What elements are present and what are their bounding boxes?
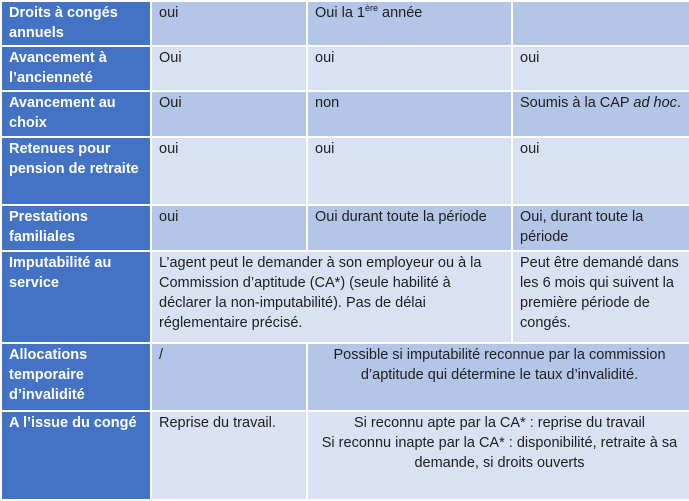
row-label-prestations-familiales: Prestations familiales <box>1 205 151 251</box>
table-row <box>1 91 689 137</box>
cell: Peut être demandé dans les 6 mois qui suivent la première période de congés. <box>512 251 689 343</box>
cell-text: année <box>378 5 423 21</box>
table-row <box>1 46 689 91</box>
cell <box>307 1 512 46</box>
cell: oui <box>151 137 307 205</box>
cell: Oui <box>151 91 307 137</box>
cell-text: Si reconnu apte par la CA* : reprise du travail <box>354 415 645 431</box>
table-row <box>1 411 689 500</box>
cell: oui <box>307 137 512 205</box>
cell-merged <box>307 411 689 500</box>
cell-merged: Possible si imputabilité reconnue par la commission d’aptitude qui détermine le taux d’invalidité. <box>307 343 689 411</box>
cell: Oui, durant toute la période <box>512 205 689 251</box>
row-label-avancement-choix: Avancement au choix <box>1 91 151 137</box>
row-label-droits-conges: Droits à congés annuels <box>1 1 151 46</box>
cell-text: Si reconnu inapte par la CA* : disponibilité, retraite à sa demande, si droits ouverts <box>321 435 678 471</box>
row-label-retenues-pension: Retenues pour pension de retraite <box>1 137 151 205</box>
cell: oui <box>151 205 307 251</box>
table-row <box>1 343 689 411</box>
table-row <box>1 251 689 343</box>
superscript-text: ère <box>364 3 378 14</box>
row-label-issue-conge: A l’issue du congé <box>1 411 151 500</box>
cell <box>512 91 689 137</box>
cell: oui <box>307 46 512 91</box>
row-label-avancement-anciennete: Avancement à l’ancienneté <box>1 46 151 91</box>
cell: non <box>307 91 512 137</box>
cell-text: Oui la 1 <box>315 5 365 21</box>
cell: Oui durant toute la période <box>307 205 512 251</box>
cell-empty <box>512 1 689 46</box>
table-row <box>1 1 689 46</box>
cell: Oui <box>151 46 307 91</box>
table-row <box>1 137 689 205</box>
table-row <box>1 205 689 251</box>
italic-text: ad hoc <box>633 95 677 111</box>
cell: / <box>151 343 307 411</box>
cell: Reprise du travail. <box>151 411 307 500</box>
row-label-allocations-invalidite: Allocations temporaire d’invalidité <box>1 343 151 411</box>
row-label-imputabilite-service: Imputabilité au service <box>1 251 151 343</box>
cell-merged: L’agent peut le demander à son employeur ou à la Commission d’aptitude (CA*) (seule habilité à déclarer la non-imputabilité). Pas de délai réglementaire précisé. <box>151 251 512 343</box>
cell: oui <box>151 1 307 46</box>
cell: oui <box>512 46 689 91</box>
cell: oui <box>512 137 689 205</box>
cell-text: Soumis à la CAP <box>520 95 634 111</box>
cell-text: . <box>676 95 681 111</box>
